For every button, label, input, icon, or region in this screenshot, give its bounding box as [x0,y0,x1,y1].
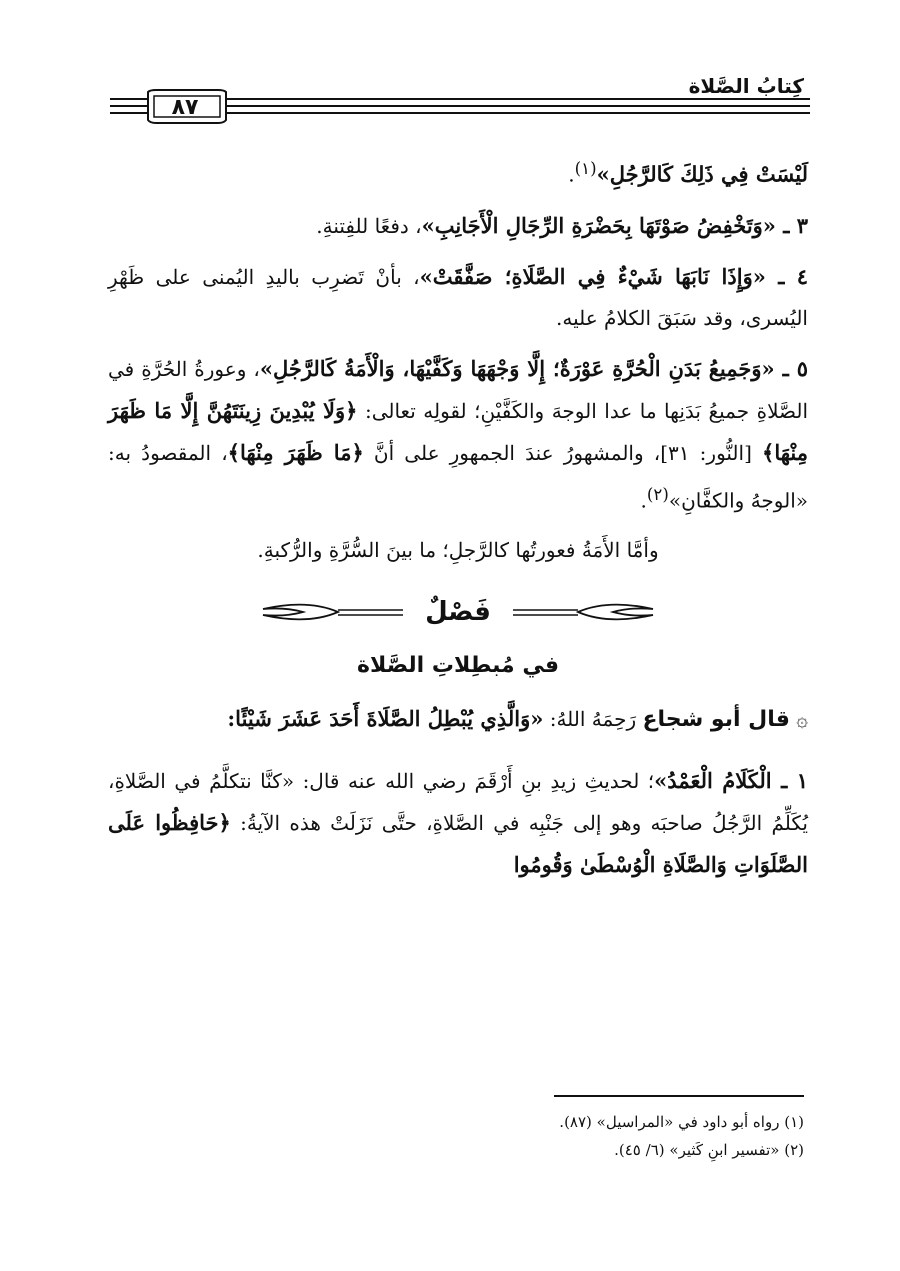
matn-quote: «وَتَخْفِضُ صَوْتَهَا بِحَضْرَةِ الرِّجَالِ الْأَجَانِبِ» [421,212,776,238]
commentary-text: ، المقصودُ به: «الوجهُ والكفَّانِ» [108,440,808,513]
quran-verse: ﴿وَلَا يُبْدِينَ زِينَتَهُنَّ إِلَّا مَا ظَهَرَ مِنْهَا﴾ [108,397,808,465]
section-ornament [108,585,808,639]
paragraph-1 [108,148,808,196]
footnote-mark-1[interactable]: (١) [574,159,597,178]
page-number: ٨٧ [171,94,199,120]
paragraph-abu-shuja [108,698,808,740]
commentary-text: ، وعورةُ الحُرَّةِ في الصَّلاةِ جميعُ بَدَنِها ما عدا الوجهَ والكَفَّيْنِ؛ لقولِه تعالى: [108,356,808,423]
matn-quote: «وَالَّذِي يُبْطِلُ الصَّلَاةَ أَحَدَ عَشَرَ شَيْئًا: [227,706,544,732]
section-title: في مُبطِلاتِ الصَّلاة [357,653,559,679]
right-ornament-icon [253,597,403,627]
footnote-1: (١) رواه أبو داود في «المراسيل» (٨٧). [559,1113,804,1131]
matn-quote: الْكَلَامُ الْعَمْدُ» [654,768,772,794]
quran-verse: ﴿مَا ظَهَرَ مِنْهَا﴾ [227,439,364,465]
verse-reference: [النُّور: ٣١] [660,440,763,465]
paragraph-item-1 [108,760,808,886]
footnote-rule [554,1095,804,1097]
text-end: . [640,488,647,513]
left-ornament-icon [513,597,663,627]
main-text [108,148,808,895]
footnotes [104,1108,804,1164]
footnote-2: (٢) «تفسير ابنِ كَثير» (٦/ ٤٥). [614,1141,804,1159]
commentary-text: ، دفعًا للفِتنةِ. [316,213,422,238]
section-label: فَصْلٌ [425,596,491,627]
text-end: . [568,162,575,187]
paragraph-item-3 [108,205,808,247]
quran-verse: ﴿حَافِظُوا عَلَى الصَّلَوَاتِ وَالصَّلَاةِ الْوُسْطَىٰ وَقُومُوا [108,810,808,878]
commentary-text: ؛ لحديثِ زيدِ بنِ أَرْقَمَ رضي الله عنه قال: «كنَّا نتكلَّمُ في الصَّلاةِ، يُكَلِّمُ الرَّجُلُ صاحبَه وهو إلى جَنْبِه في الصَّلاةِ، حتَّى نَزَلَتْ هذه الآيةُ: [108,769,808,836]
paragraph-amah: وأمَّا الأَمَةُ فعورتُها كالرَّجلِ؛ ما بينَ السُّرَّةِ والرُّكبةِ. [257,538,659,563]
running-title: كِتابُ الصَّلاة [688,74,804,98]
hadith-quote: لَيْسَتْ فِي ذَلِكَ كَالرَّجُلِ» [596,161,808,187]
commentary-text: ، والمشهورُ عندَ الجمهورِ على أنَّ [363,440,661,465]
honorific: رَحِمَهُ اللهُ: [543,707,643,732]
item-number: ١ ـ [771,768,809,794]
matn-quote: «وَجَمِيعُ بَدَنِ الْحُرَّةِ عَوْرَةٌ؛ إِلَّا وَجْهَهَا وَكَفَّيْهَا، وَالْأَمَةُ كَالرَّجُلِ» [259,355,775,381]
ornament-symbol: ۞ [789,707,808,732]
item-number: ٣ ـ [775,212,808,238]
author-name: قال أبو شجاع [642,707,790,733]
footnote-mark-2[interactable]: (٢) [646,484,669,504]
item-number: ٤ ـ [765,263,809,289]
item-number: ٥ ـ [774,355,808,381]
matn-quote: «وَإِذَا نَابَهَا شَيْءٌ فِي الصَّلَاةِ؛ صَفَّقَتْ» [419,263,766,289]
paragraph-item-4 [108,256,808,339]
commentary-text: ، بأنْ تَضرِب باليدِ اليُمنى على ظَهْرِ اليُسرى، وقد سَبَقَ الكلامُ عليه. [108,264,808,330]
paragraph-item-5 [108,348,808,522]
